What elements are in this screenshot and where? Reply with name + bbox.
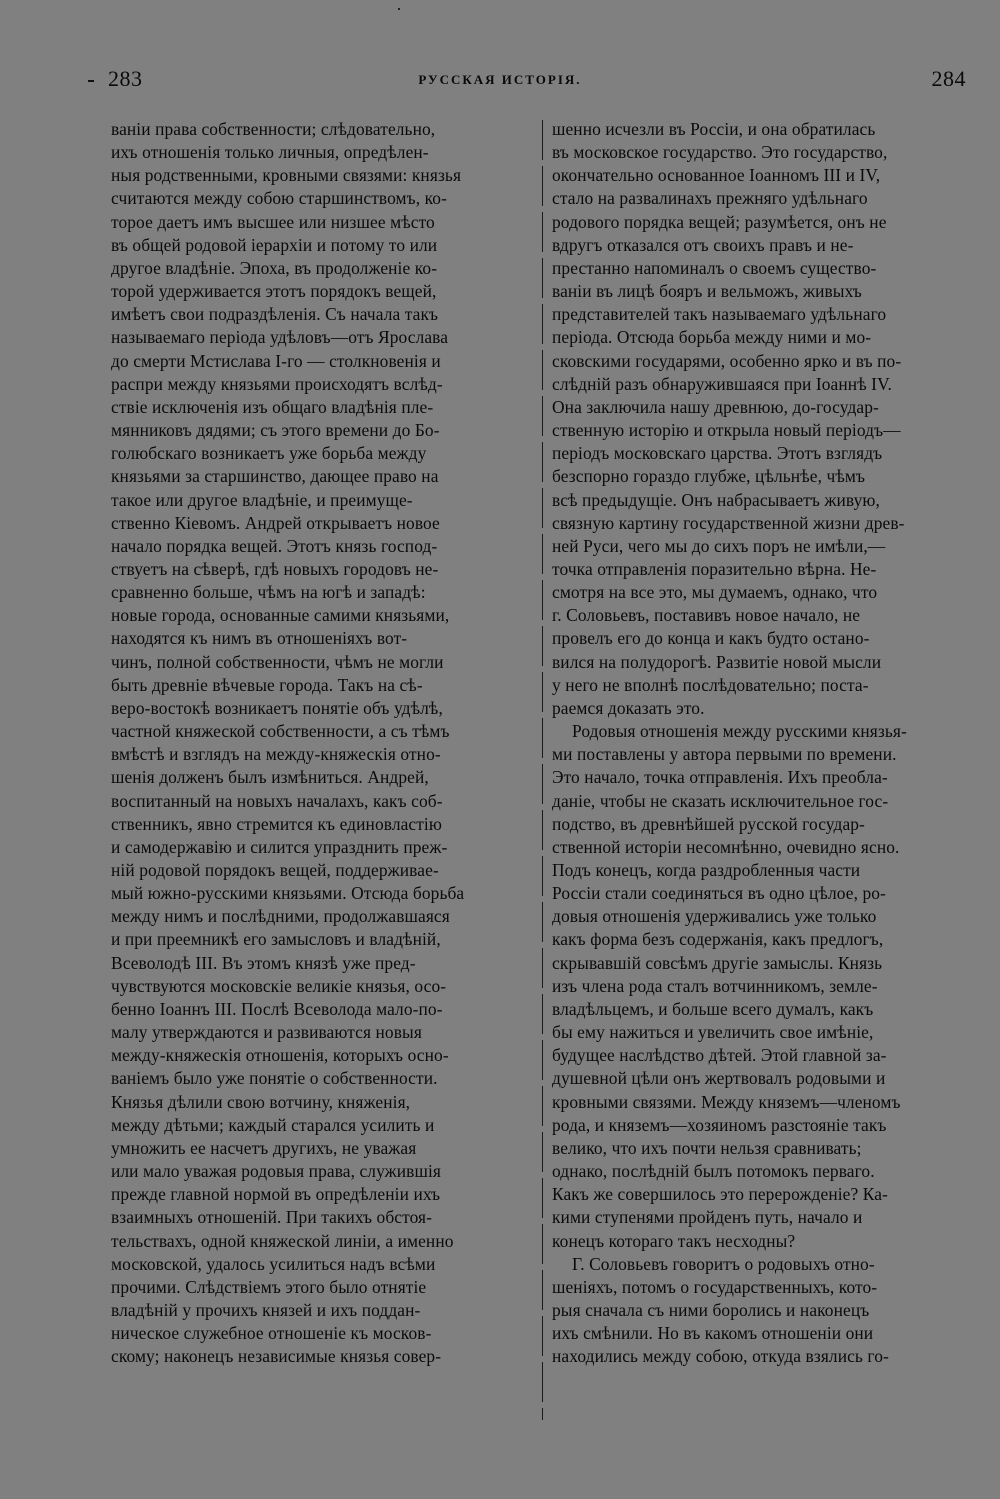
page-header bbox=[0, 66, 1000, 100]
paragraph: ваніи права собственности; слѣдовательно, ихъ отношенія только личныя, опредѣлен- ныя родственными, кровными связями: князья считаются между собою старшинствомъ, ко- торое даетъ имъ высшее или низшее мѣсто въ общей родовой іерархіи и потому то или другое владѣніе. Эпоха, въ продолженіе ко- торой удерживается этотъ порядокъ вещей, имѣетъ свои подраздѣленія. Съ начала такъ называемаго періода удѣловъ—отъ Ярослава до смерти Мстислава І-го — столкновенія и распри между князьями происходятъ вслѣд- ствіе исключенія изъ общаго владѣнія пле- мянниковъ дядями; съ этого времени до Бо- голюбскаго возникаетъ уже борьба между князьями за старшинство, дающее право на такое или другое владѣніе, и преимуще- ственно Кіевомъ. Андрей открываетъ новое начало порядка вещей. Этотъ князь господ- ствуетъ на сѣверѣ, гдѣ новыхъ городовъ не- сравненно больше, чѣмъ на югѣ и западѣ: новые города, основанные самими князьями, находятся къ нимъ въ отношеніяхъ вот- чинъ, полной собственности, чѣмъ не могли быть древніе вѣчевые города. Такъ на сѣ- веро-востокѣ возникаетъ понятіе объ удѣлѣ, частной княжеской собственности, а съ тѣмъ вмѣстѣ и взглядъ на между-княжескія отно- шенія долженъ былъ измѣниться. Андрей, воспитанный на новыхъ началахъ, какъ соб- ственникъ, явно стремится къ единовластію и самодержавію и силится упразднить преж- ній родовой порядокъ вещей, поддерживае- мый южно-русскими князьями. Отсюда борьба между нимъ и послѣдними, продолжавшаяся и при преемникѣ его замысловъ и владѣній, Всеволодѣ III. Въ этомъ князѣ уже пред- чувствуются московскіе великіе князья, осо- бенно Іоаннъ III. Послѣ Всеволода мало-по- малу утверждаются и развиваются новыя между-княжескія отношенія, которыхъ осно- ваніемъ было уже понятіе о собственности. Князья дѣлили свою вотчину, княженія, между дѣтьми; каждый старался усилить и умножить ее насчетъ другихъ, не уважая или мало уважая родовыя права, служившія прежде главной нормой въ опредѣленіи ихъ взаимныхъ отношеній. При такихъ обстоя- тельствахъ, одной княжеской линіи, а именно московской, удалось усилиться надъ всѣми прочими. Слѣдствіемъ этого было отнятіе владѣній у прочихъ князей и ихъ поддан- ническое служебное отношеніе къ москов- скому; наконецъ независимые князья совер- bbox=[111, 119, 465, 1367]
right-page-number: 284 bbox=[931, 66, 966, 91]
paragraph bbox=[552, 720, 968, 1253]
column-divider bbox=[542, 120, 543, 1420]
paragraph-text: Родовыя отношенія между русскими князья- ми поставлены у автора первыми по времени. Это начало, точка отправленія. Ихъ преобла- даніе, чтобы не сказать исключительное гос- подство, въ древнѣйшей русской государ- ственной исторіи несомнѣнно, очевидно ясно. Подъ конецъ, когда раздробленныя части Россіи стали соединяться въ одно цѣлое, ро- довыя отношенія удерживались уже только какъ форма безъ содержанія, какъ предлогъ, скрывавшій совсѣмъ другіе замыслы. Князь изъ члена рода сталъ вотчинникомъ, земле- владѣльцемъ, и больше всего думалъ, какъ бы ему нажиться и увеличить свое имѣніе, будущее наслѣдство дѣтей. Этой главной за- душевной цѣли онъ жертвовалъ родовыми и кровными связями. Между княземъ—членомъ рода, и княземъ—хозяиномъ разстояніе такъ велико, что ихъ почти нельзя сравнивать; однако, послѣдній былъ потомокъ перваго. Какъ же совершилось это перерожденіе? Ка- кими ступенями пройденъ путь, начало и конецъ котораго такъ несходны? bbox=[552, 721, 907, 1251]
paragraph: шенно исчезли въ Россіи, и она обратилась въ московское государство. Это государство, окончательно основанное Іоанномъ III и IV, стало на развалинахъ прежняго удѣльнаго родового порядка вещей; разумѣется, онъ не вдругъ отказался отъ своихъ правъ и не- престанно напоминалъ о своемъ существо- ваніи въ лицѣ бояръ и вельможъ, живыхъ представителей такъ называемаго удѣльнаго періода. Отсюда борьба между ними и мо- сковскими государями, особенно ярко и въ по- слѣдній разъ обнаружившаяся при Іоаннѣ IV. Она заключила нашу древнюю, до-государ- ственную исторію и открыла новый періодъ— періодъ московскаго царства. Этотъ взглядъ безспорно гораздо глубже, цѣльнѣе, чѣмъ всѣ предыдущіе. Онъ набрасываетъ живую, связную картину государственной жизни древ- ней Руси, чего мы до сихъ поръ не имѣли,— точка отправленія поразительно вѣрна. Не- смотря на все это, мы думаемъ, однако, что г. Соловьевъ, поставивъ новое начало, не провелъ его до конца и какъ будто остано- вился на полудорогѣ. Развитіе новой мысли у него не вполнѣ послѣдовательно; поста- раемся доказать это. bbox=[552, 119, 905, 718]
print-speck bbox=[398, 8, 400, 10]
left-text-column bbox=[111, 118, 531, 1368]
running-title: РУССКАЯ ИСТОРІЯ. bbox=[418, 72, 582, 87]
paragraph bbox=[552, 1253, 968, 1369]
right-text-column bbox=[552, 118, 968, 1368]
left-page-number: 283 bbox=[108, 66, 143, 91]
paragraph-text: Г. Соловьевъ говоритъ о родовыхъ отно- шеніяхъ, потомъ о государственныхъ, кото- рыя сначала съ ними боролись и наконецъ ихъ смѣнили. Но въ какомъ отношеніи они находились между собою, откуда взялись го- bbox=[552, 1253, 889, 1367]
